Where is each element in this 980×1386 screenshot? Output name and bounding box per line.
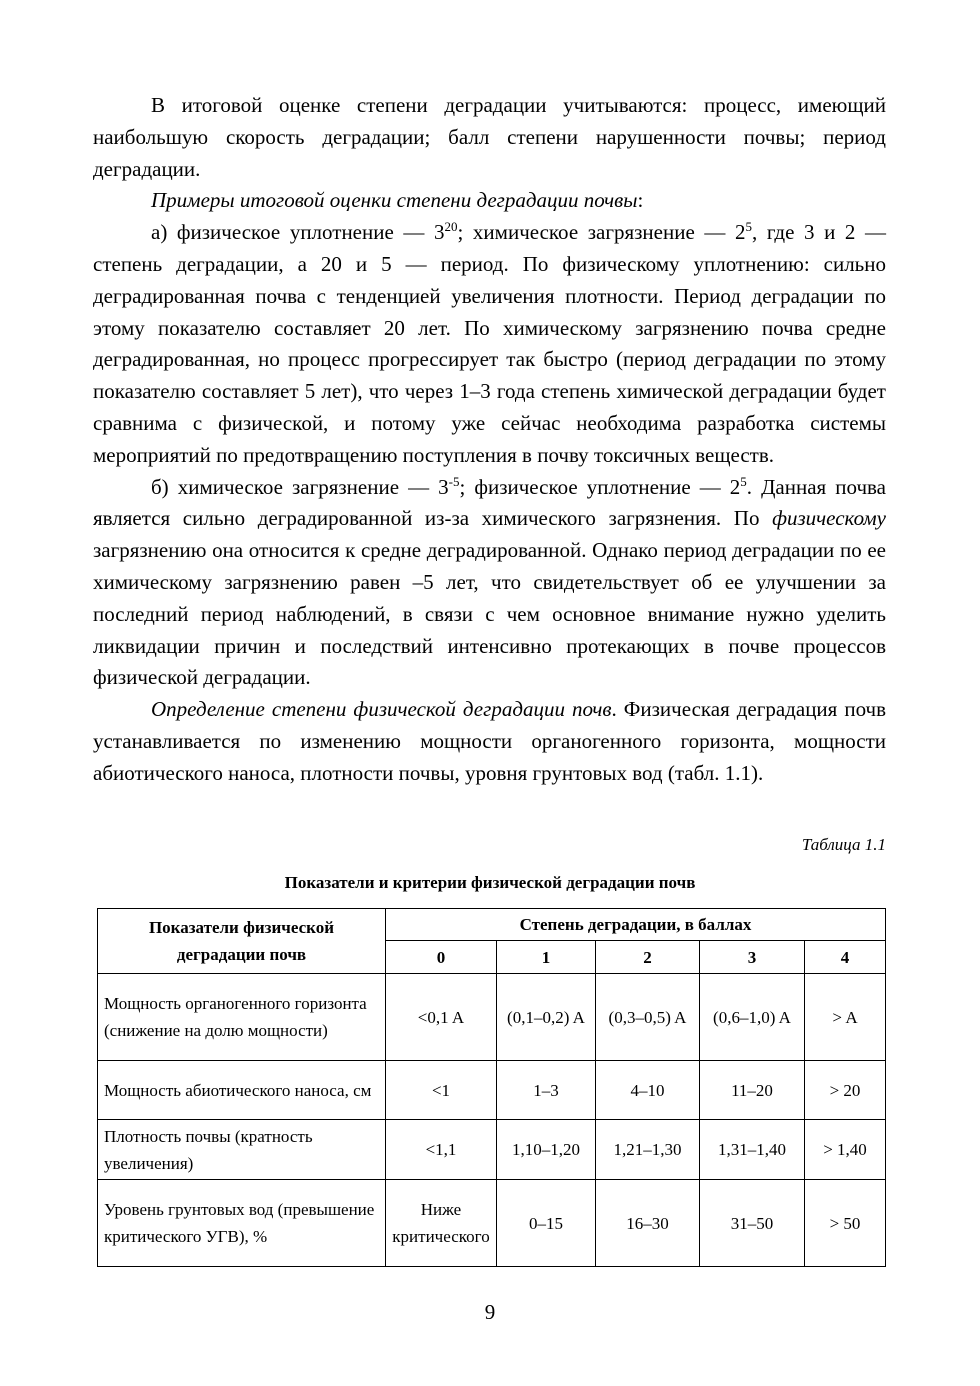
paragraph-example-b: б) химическое загрязнение — $3^{-5}$; физическое уплотнение — $2^5$. Данная почва является сильно деградированной из-за химического загрязнения. По физическому загрязнению она относится к средне деградированной. Однако период деградации по ее химическому загрязнению равен –5 лет, что свидетельствует об ее улучшении за последний период наблюдений, в связи с чем основное внимание нужно уделить ликвидации причин и последствий интенсивно протекающих в почве процессов физической деградации. xyxy=(93,473,886,690)
level-header: 1 xyxy=(497,941,596,974)
table-cell: (0,3–0,5) A xyxy=(596,974,700,1061)
table-caption: Таблица 1.1 xyxy=(801,835,886,854)
table-title: Показатели и критерии физической деградации почв xyxy=(284,873,696,892)
level-header: 4 xyxy=(805,941,886,974)
table-cell: > 50 xyxy=(805,1180,886,1267)
table-row xyxy=(98,1061,886,1120)
table-cell: 1,10–1,20 xyxy=(497,1120,596,1180)
table-cell: 1–3 xyxy=(497,1061,596,1120)
table-cell: 1,21–1,30 xyxy=(596,1120,700,1180)
table-cell: Ниже критического xyxy=(386,1180,497,1267)
table-cell: 11–20 xyxy=(700,1061,805,1120)
table-cell: 1,31–1,40 xyxy=(700,1120,805,1180)
table-cell: > 1,40 xyxy=(805,1120,886,1180)
table-cell: <1 xyxy=(386,1061,497,1120)
table-row xyxy=(98,1180,886,1267)
superscript: 20 xyxy=(444,219,458,235)
table-cell: <0,1 A xyxy=(386,974,497,1061)
table-cell: <1,1 xyxy=(386,1120,497,1180)
table-row xyxy=(98,1120,886,1180)
superscript: 5 xyxy=(740,473,747,489)
table-cell: 16–30 xyxy=(596,1180,700,1267)
table-cell: (0,6–1,0) A xyxy=(700,974,805,1061)
level-header: 3 xyxy=(700,941,805,974)
header-indicator: Показатели физической деградации почв xyxy=(98,909,386,974)
table-cell: 4–10 xyxy=(596,1061,700,1120)
criteria-table xyxy=(97,908,886,1267)
superscript: 5 xyxy=(745,219,752,235)
superscript: -5 xyxy=(448,473,460,489)
table-row xyxy=(98,974,886,1061)
body-text xyxy=(93,90,886,790)
row-label: Плотность почвы (кратность увеличения) xyxy=(98,1120,386,1180)
header-degree: Степень деградации, в баллах xyxy=(386,909,886,941)
row-label: Мощность абиотического наноса, см xyxy=(98,1061,386,1120)
paragraph-example-a: а) физическое уплотнение — $3^{20}$; химическое загрязнение — $2^5$, где 3 и 2 — степень деградации, а 20 и 5 — период. По физическому уплотнению: сильно деградированная почва с тенденцией увеличения плотности. Период деградации по этому показателю составляет 20 лет. По химическому загрязнению почва средне деградированная, но процесс прогрессирует так быстро (период деградации по этому показателю составляет 5 лет), что через 1–3 года степень химической деградации будет сравнима с физической, и потому уже сейчас необходима разработка системы мероприятий по предотвращению поступления в почву токсичных веществ. xyxy=(93,219,887,467)
row-label: Уровень грунтовых вод (превышение критического УГВ), % xyxy=(98,1180,386,1267)
table-cell: > A xyxy=(805,974,886,1061)
table-cell: (0,1–0,2) A xyxy=(497,974,596,1061)
table-cell: 31–50 xyxy=(700,1180,805,1267)
section-heading: Определение степени физической деградации почв xyxy=(151,697,612,722)
level-header: 0 xyxy=(386,941,497,974)
page-number: 9 xyxy=(484,1300,496,1324)
level-header: 2 xyxy=(596,941,700,974)
row-label: Мощность органогенного горизонта (снижение на долю мощности) xyxy=(98,974,386,1061)
table-cell: 0–15 xyxy=(497,1180,596,1267)
examples-heading: Примеры итоговой оценки степени деградации почвы xyxy=(151,188,638,213)
paragraph-intro: В итоговой оценке степени деградации учитываются: процесс, имеющий наибольшую скорость деградации; балл степени нарушенности почвы; период деградации. xyxy=(93,93,886,181)
paragraph-physical-degradation: Определение степени физической деградации почв. Физическая деградация почв устанавливается по изменению мощности органогенного горизонта, мощности абиотического наноса, плотности почвы, уровня грунтовых вод (табл. 1.1). xyxy=(93,697,886,785)
table-cell: > 20 xyxy=(805,1061,886,1120)
paragraph-examples-heading: Примеры итоговой оценки степени деградации почвы: xyxy=(151,188,644,213)
